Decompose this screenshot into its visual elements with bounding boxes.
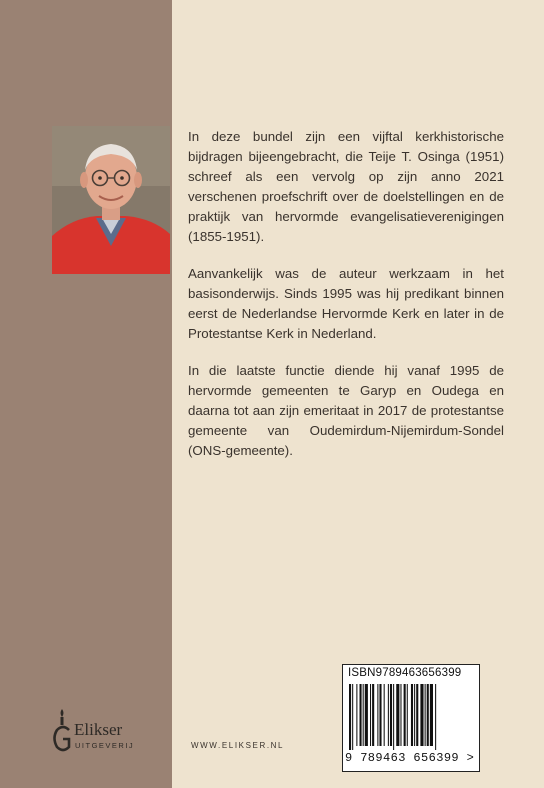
barcode-digits: 9 789463 656399 > — [345, 751, 475, 765]
barcode-bar — [400, 684, 401, 746]
barcode-bar — [356, 684, 357, 746]
barcode-bar — [379, 684, 381, 746]
barcode-bar — [377, 684, 378, 746]
barcode-bar — [352, 684, 353, 750]
barcode-bar — [430, 684, 433, 746]
barcode-bar — [411, 684, 413, 746]
isbn-barcode-box — [342, 664, 480, 772]
back-cover-text — [188, 127, 504, 478]
paragraph-intro: In deze bundel zijn een vijftal kerkhistorische bijdragen bijeengebracht, die Teije T. Osinga (1951) schreef als een vervolg op zijn anno 2021 verschenen proefschrift over de doelstellingen en de praktijk van hervormde evangelisatieverenigingen (1855-1951). — [188, 129, 504, 244]
paragraph-function: In die laatste functie diende hij vanaf 1995 de hervormde gemeenten te Garyp en Oudega en daarna tot aan zijn emeritaat in 2017 de protestantse gemeente van Oudemirdum-Nijemirdum-Sondel (ONS-gemeente). — [188, 363, 504, 458]
barcode-bar — [435, 684, 436, 750]
publisher-logo — [50, 706, 160, 756]
elikser-logo-icon — [50, 706, 74, 756]
barcode-bar — [404, 684, 406, 746]
author-photo — [52, 126, 170, 274]
barcode-bar — [425, 684, 426, 746]
barcode-bar — [407, 684, 408, 746]
barcode-bar — [388, 684, 389, 746]
barcode-bar — [372, 684, 374, 746]
barcode-bar — [416, 684, 418, 746]
barcode-bar — [393, 684, 394, 750]
publisher-website: WWW.ELIKSER.NL — [191, 741, 285, 750]
isbn-label: ISBN9789463656399 — [348, 667, 462, 679]
barcode-bar — [360, 684, 362, 746]
barcode-bar — [396, 684, 399, 746]
barcode-bar — [414, 684, 415, 746]
barcode-bar — [370, 684, 371, 746]
barcode — [347, 684, 475, 750]
barcode-bar — [420, 684, 423, 746]
barcode-bar — [363, 684, 364, 746]
barcode-bar — [384, 684, 385, 746]
publisher-name: Elikser — [74, 720, 123, 739]
paragraph-career: Aanvankelijk was de auteur werkzaam in het basisonderwijs. Sinds 1995 was hij predikant binnen eerst de Nederlandse Hervormde Kerk en later in de Protestantse Kerk in Nederland. — [188, 266, 504, 341]
left-color-band — [0, 0, 172, 788]
publisher-subtitle: UITGEVERIJ — [75, 741, 135, 750]
barcode-bar — [390, 684, 392, 746]
barcode-bar — [365, 684, 368, 746]
barcode-bar — [427, 684, 429, 746]
barcode-bar — [349, 684, 351, 750]
